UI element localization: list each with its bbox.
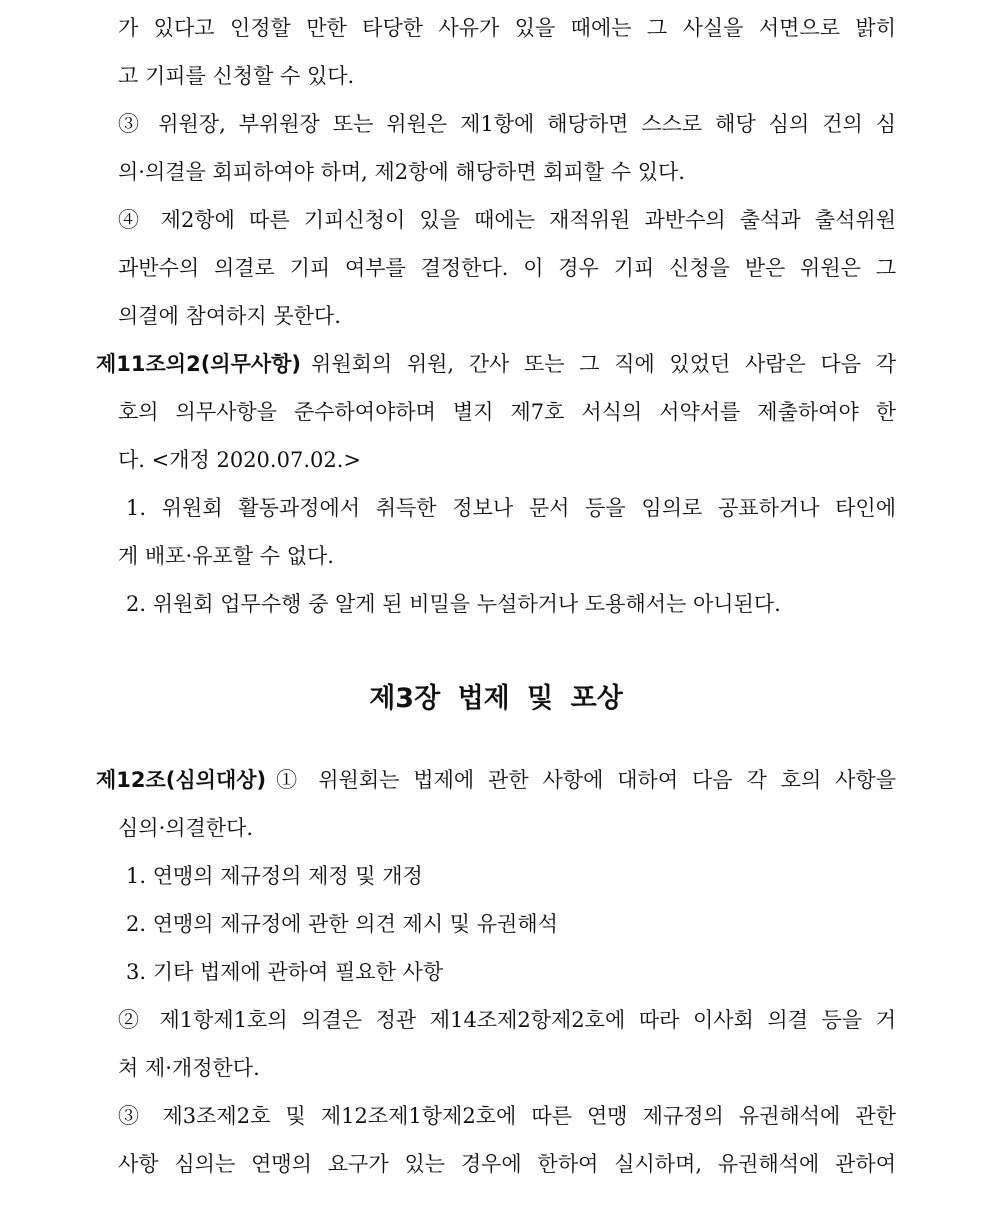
text-line: 다. <개정 2020.07.02.> xyxy=(118,448,361,472)
text-line: 고 기피를 신청할 수 있다. xyxy=(118,64,355,88)
article-heading-line xyxy=(96,765,896,795)
text-line: 3. 기타 법제에 관하여 필요한 사항 xyxy=(126,960,444,984)
text-line: 게 배포·유포할 수 없다. xyxy=(118,544,334,568)
text-line: 사항 심의는 연맹의 요구가 있는 경우에 한하여 실시하며, 유권해석에 관하여 xyxy=(118,1152,896,1176)
text-line: ③ 위원장, 부위원장 또는 위원은 제1항에 해당하면 스스로 해당 심의 건의 심 xyxy=(118,112,896,136)
text-line: 심의·의결한다. xyxy=(118,816,254,840)
text-line: 위원회의 위원, 간사 또는 그 직에 있었던 사람은 다음 각 xyxy=(311,352,896,376)
text-line: 의결에 참여하지 못한다. xyxy=(118,304,341,328)
text-line: 1. 연맹의 제규정의 제정 및 개정 xyxy=(126,864,423,888)
article-title: 제12조(심의대상) xyxy=(96,768,267,792)
text-line: 호의 의무사항을 준수하여야하며 별지 제7호 서식의 서약서를 제출하여야 한 xyxy=(118,400,896,424)
text-line: ② 제1항제1호의 의결은 정관 제14조제2항제2호에 따라 이사회 의결 등을 거 xyxy=(118,1008,896,1032)
text-line: 가 있다고 인정할 만한 타당한 사유가 있을 때에는 그 사실을 서면으로 밝히 xyxy=(118,16,896,40)
text-line: 과반수의 의결로 기피 여부를 결정한다. 이 경우 기피 신청을 받은 위원은 그 xyxy=(118,256,896,280)
article-heading-line xyxy=(96,349,896,379)
text-line: 쳐 제·개정한다. xyxy=(118,1056,260,1080)
text-line: 2. 연맹의 제규정에 관한 의견 제시 및 유권해석 xyxy=(126,912,558,936)
article-title: 제11조의2(의무사항) xyxy=(96,352,302,376)
chapter-title: 제3장 법제 및 포상 xyxy=(369,683,623,714)
text-line: ① 위원회는 법제에 관한 사항에 대하여 다음 각 호의 사항을 xyxy=(276,768,896,792)
text-line: ③ 제3조제2호 및 제12조제1항제2호에 따른 연맹 제규정의 유권해석에 관한 xyxy=(118,1104,896,1128)
text-line: 1. 위원회 활동과정에서 취득한 정보나 문서 등을 임의로 공표하거나 타인에 xyxy=(126,496,896,520)
text-line: 2. 위원회 업무수행 중 알게 된 비밀을 누설하거나 도용해서는 아니된다. xyxy=(126,592,781,616)
text-line: 의·의결을 회피하여야 하며, 제2항에 해당하면 회피할 수 있다. xyxy=(118,160,685,184)
text-line: ④ 제2항에 따른 기피신청이 있을 때에는 재적위원 과반수의 출석과 출석위원 xyxy=(118,208,896,232)
